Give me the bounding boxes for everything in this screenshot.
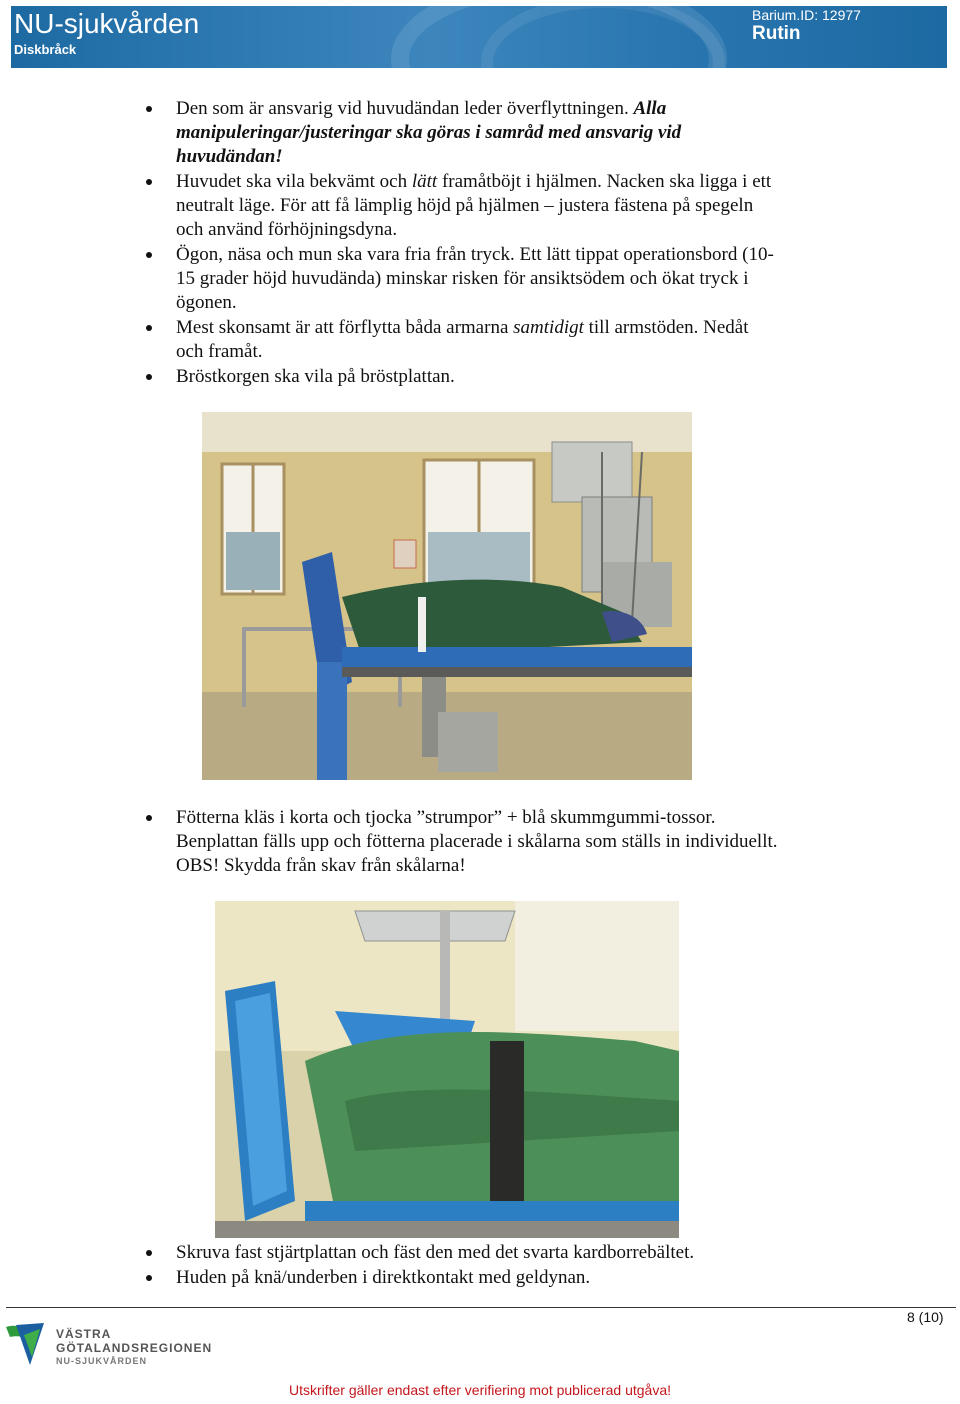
bullet-item [140,1266,780,1290]
bullet-icon [146,374,152,380]
bullet-item [140,243,780,315]
bullet-text: framåtböjt i hjälmen. Nacken ska ligga i ett neutralt läge. För att få lämplig höjd på hjälmen – justera fästena på spegeln och använd förhöjningsdyna. [176,171,772,240]
bullet-item [140,806,780,878]
document-id: Barium.ID: 12977 [752,7,861,23]
bullet-text: Den som är ansvarig vid huvudändan leder överflyttningen. [176,98,634,119]
instruction-list-top [140,97,780,390]
bullet-icon [146,815,152,821]
bullet-text: Bröstkorgen ska vila på bröstplattan. [176,366,455,387]
logo-line-2: GÖTALANDSREGIONEN [56,1341,213,1355]
bullet-text: lätt [411,171,438,192]
bullet-item [140,1241,780,1265]
instruction-list-middle [140,806,780,879]
footer-divider [6,1307,956,1308]
bullet-icon [146,325,152,331]
page-number: 8 (10) [907,1309,944,1325]
print-disclaimer: Utskrifter gäller endast efter verifiering mot publicerad utgåva! [288,1382,672,1398]
bullet-text: Huden på knä/underben i direktkontakt med geldynan. [176,1267,591,1288]
bullet-icon [146,1250,152,1256]
operating-room-photo [202,412,692,780]
header-banner [11,6,947,68]
bullet-text: Ögon, näsa och mun ska vara fria från tryck. Ett lätt tippat operationsbord (10-15 grader höjd huvudända) minskar risken för ansiktsödem och ökat tryck i ögonen. [176,244,774,313]
bullet-text: Alla manipuleringar/justeringar ska göras i samråd med ansvarig vid huvudändan! [176,98,682,167]
bullet-item [140,316,780,364]
header-subtitle: Diskbråck [14,42,77,57]
bullet-item [140,365,780,389]
bullet-text: Mest skonsamt är att förflytta båda armarna [176,317,514,338]
vgr-logo-icon [4,1321,54,1367]
header-title: NU-sjukvården [14,8,200,39]
document-type: Rutin [752,23,801,44]
bullet-icon [146,1275,152,1281]
vgr-logo [4,1321,224,1371]
bullet-icon [146,252,152,258]
header-decoration [481,6,725,68]
bullet-icon [146,179,152,185]
bullet-text: samtidigt [513,317,584,338]
leg-support-photo [215,901,679,1238]
bullet-item [140,170,780,242]
bullet-icon [146,106,152,112]
instruction-list-bottom [140,1241,780,1291]
bullet-text: till armstöden. Nedåt och framåt. [176,317,749,362]
logo-line-3: NU-SJUKVÅRDEN [56,1356,148,1366]
bullet-item [140,97,780,169]
bullet-text: Skruva fast stjärtplattan och fäst den med det svarta kardborrebältet. [176,1242,695,1263]
bullet-text: Fötterna kläs i korta och tjocka ”strumpor” + blå skummgummi-tossor. Benplattan fälls upp och fötterna placerade i skålarna som ställs in individuellt. OBS! Skydda från skav från skålarna! [176,807,778,876]
leg-support-illustration [215,901,679,1238]
bullet-text: Huvudet ska vila bekvämt och [176,171,412,192]
operating-room-illustration [202,412,692,780]
logo-line-1: VÄSTRA [56,1327,112,1341]
